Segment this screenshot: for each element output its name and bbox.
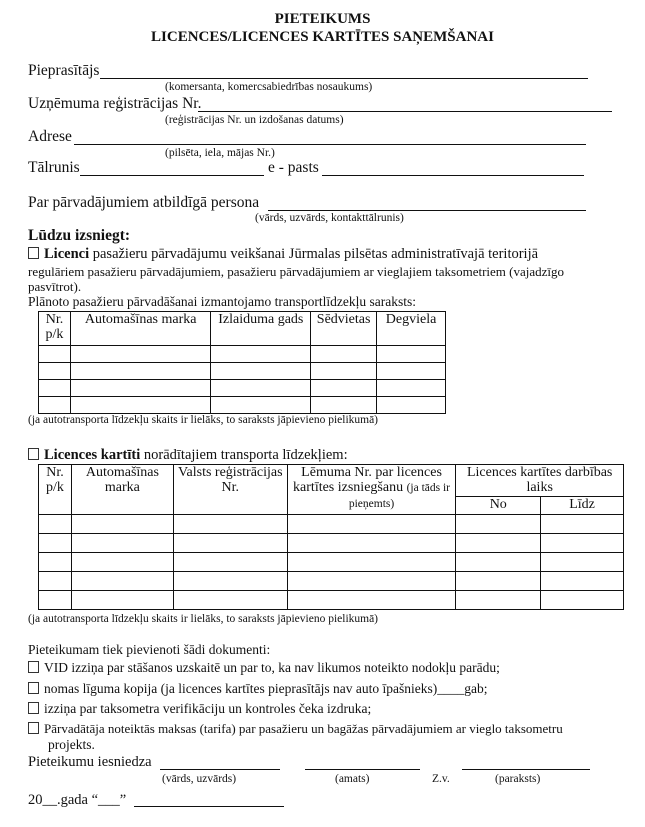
table-cell[interactable] [70,346,211,363]
submitted-label: Pieteikumu iesniedza [28,754,152,770]
phone-field[interactable] [80,175,264,176]
table-row [39,591,624,610]
table-cell[interactable] [541,591,624,610]
col-brand: Automašīnas marka [70,312,211,346]
page-subtitle: LICENCES/LICENCES KARTĪTES SAŅEMŠANAI [151,29,494,45]
table-cell[interactable] [71,534,173,553]
table-header-row [39,312,446,346]
table-cell[interactable] [541,534,624,553]
table-cell[interactable] [377,363,446,380]
col-seats: Sēdvietas [311,312,377,346]
document-checkbox[interactable] [28,661,39,673]
address-label: Adrese [28,128,72,145]
table-cell[interactable] [211,380,311,397]
address-field[interactable] [74,144,586,145]
decision-header-note: (ja tāds ir pieņemts) [348,482,451,510]
email-field[interactable] [322,175,584,176]
request-heading: Lūdzu izsniegt: [28,227,131,244]
table-cell[interactable] [456,572,541,591]
table-cell[interactable] [39,363,71,380]
table-cell[interactable] [70,380,211,397]
applicant-hint: (komersanta, komercsabiedrības nosaukums) [165,81,373,93]
document-checkbox[interactable] [28,702,39,714]
table-cell[interactable] [173,553,287,572]
stamp-hint: Z.v. [432,773,450,785]
table-cell[interactable] [39,572,72,591]
table-cell[interactable] [456,534,541,553]
cards-table [38,464,624,610]
regnr-hint: (reģistrācijas Nr. un izdošanas datums) [165,114,344,126]
responsible-label: Par pārvadājumiem atbildīgā persona [28,194,260,211]
licence-text-1: pasažieru pārvadājumu veikšanai Jūrmalas pilsētas administratīvajā teritorijā [92,246,539,262]
table-row [39,572,624,591]
table-cell[interactable] [39,346,71,363]
table-cell[interactable] [71,591,173,610]
table-cell[interactable] [287,515,456,534]
table-cell[interactable] [71,572,173,591]
table1-note: (ja autotransporta līdzekļu skaits ir lielāks, to saraksts jāpievieno pielikumā) [28,414,379,426]
table-cell[interactable] [287,534,456,553]
table-cell[interactable] [71,553,173,572]
table-cell[interactable] [211,397,311,414]
table-cell[interactable] [377,346,446,363]
document-item-label: VID izziņa par stāšanos uzskaitē un par to, ka nav likumos noteikto nodokļu parādu; [44,660,500,675]
table-cell[interactable] [311,380,377,397]
col-nr: Nr. p/k [39,312,71,346]
cards-option[interactable] [28,447,348,464]
table-cell[interactable] [456,515,541,534]
table-cell[interactable] [287,591,456,610]
table-cell[interactable] [377,397,446,414]
licence-checkbox[interactable] [28,247,39,259]
table-cell[interactable] [311,397,377,414]
documents-heading: Pieteikumam tiek pievienoti šādi dokumenti: [28,642,271,657]
page-title: PIETEIKUMS [274,11,371,27]
table-cell[interactable] [287,553,456,572]
document-item[interactable] [28,701,371,717]
responsible-hint: (vārds, uzvārds, kontakttālrunis) [255,212,404,224]
table-cell[interactable] [456,553,541,572]
table-cell[interactable] [39,553,72,572]
cards-text: norādītajiem transporta līdzekļiem: [143,447,348,463]
table-cell[interactable] [173,534,287,553]
table-row [39,363,446,380]
table-cell[interactable] [173,591,287,610]
regnr-field[interactable] [198,111,612,112]
licence-text-2: regulāriem pasažieru pārvadājumiem, pasažieru pārvadājumiem ar vieglajiem taksometriem (vajadzīgo [28,264,565,279]
table-cell[interactable] [211,346,311,363]
document-checkbox[interactable] [28,722,39,734]
email-label: e - pasts [268,159,319,176]
table-cell[interactable] [70,397,211,414]
position-field[interactable] [305,769,420,770]
regnr-label: Uzņēmuma reģistrācijas Nr. [28,95,202,112]
table-cell[interactable] [39,534,72,553]
document-item-label: Pārvadātāja noteiktās maksas (tarifa) par pasažieru un bagāžas pārvadājumiem ar vieglo taksometru [44,721,563,736]
table-cell[interactable] [39,515,72,534]
document-item[interactable] [28,681,488,697]
table-cell[interactable] [173,515,287,534]
document-item-continuation: projekts. [48,737,95,752]
table-cell[interactable] [173,572,287,591]
table-row [39,380,446,397]
vehicles-list-label: Plānoto pasažieru pārvadāšanai izmantojamo transportlīdzekļu saraksts: [28,294,416,309]
date-label: 20__.gada “___” [28,792,127,808]
col-brand: Automašīnas marka [71,465,173,515]
licence-option[interactable] [28,246,538,263]
col-regnr: Valsts reģistrācijas Nr. [173,465,287,515]
name-field[interactable] [160,769,280,770]
table-row [39,397,446,414]
col-fuel: Degviela [377,312,446,346]
table-cell[interactable] [39,380,71,397]
table-row [39,534,624,553]
licence-text-3: pasvītrot). [28,279,82,294]
table-cell[interactable] [541,515,624,534]
document-item-label: nomas līguma kopija (ja licences kartītes pieprasītājs nav auto īpašnieks)____gab; [44,681,488,696]
table-cell[interactable] [541,572,624,591]
table-cell[interactable] [39,397,71,414]
table-row [39,515,624,534]
col-nr: Nr. p/k [39,465,72,515]
table-cell[interactable] [39,591,72,610]
table-cell[interactable] [71,515,173,534]
applicant-field[interactable] [100,78,588,79]
col-validity: Licences kartītes darbības laiks [456,465,624,497]
document-item[interactable] [28,660,500,676]
table-cell[interactable] [377,380,446,397]
licence-bold: Licenci [44,246,90,262]
applicant-label: Pieprasītājs [28,62,100,79]
table-cell[interactable] [456,591,541,610]
table-cell[interactable] [541,553,624,572]
position-hint: (amats) [335,773,370,785]
table-cell[interactable] [70,363,211,380]
signature-field[interactable] [462,769,590,770]
cards-bold: Licences kartīti [44,447,141,463]
sign-hint: (paraksts) [495,773,541,785]
table-cell[interactable] [287,572,456,591]
table-cell[interactable] [311,363,377,380]
table-row [39,553,624,572]
document-checkbox[interactable] [28,682,39,694]
table2-note: (ja autotransporta līdzekļu skaits ir lielāks, to saraksts jāpievieno pielikumā) [28,613,379,625]
responsible-field[interactable] [268,210,586,211]
document-item[interactable] [28,721,563,737]
vehicles-table [38,311,446,414]
table-cell[interactable] [311,346,377,363]
cards-checkbox[interactable] [28,448,39,460]
decision-header: Lēmuma Nr. par licences kartītes izsniegšanu [293,465,442,495]
col-to: Līdz [541,497,624,515]
phone-label: Tālrunis [28,159,80,176]
table-row [39,346,446,363]
col-year: Izlaiduma gads [211,312,311,346]
col-from: No [456,497,541,515]
date-field[interactable] [134,806,284,807]
document-item-label: izziņa par taksometra verifikāciju un kontroles čeka izdruka; [44,701,372,716]
table-header-row [39,465,624,497]
name-hint: (vārds, uzvārds) [162,773,237,785]
address-hint: (pilsēta, iela, mājas Nr.) [165,147,275,159]
col-decision [287,465,456,515]
table-cell[interactable] [211,363,311,380]
